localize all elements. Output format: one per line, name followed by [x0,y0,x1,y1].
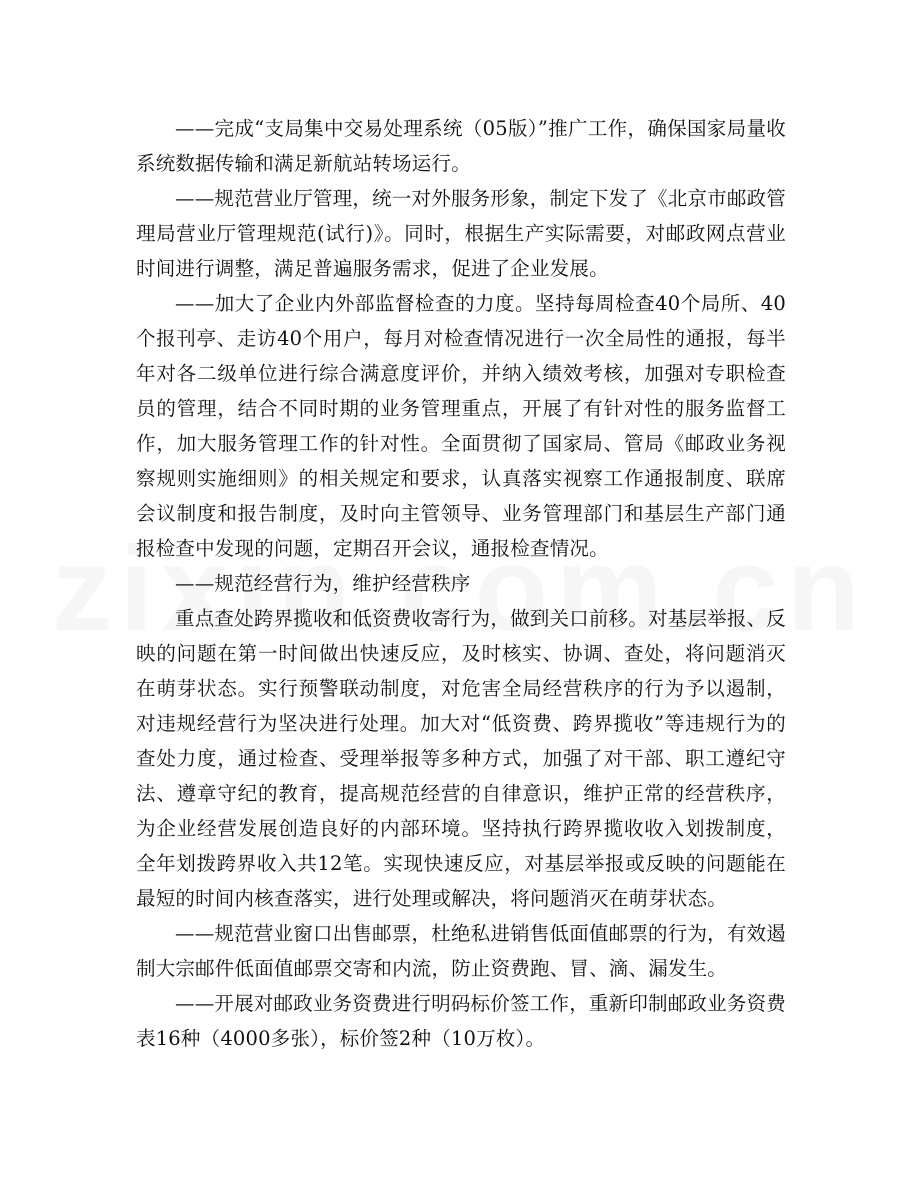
paragraph-stamps: ——规范营业窗口出售邮票，杜绝私进销售低面值邮票的行为，有效遏制大宗邮件低面值邮票交寄和内流，防止资费跑、冒、滴、漏发生。 [136,922,786,980]
paragraph-system-promotion: ——完成“支局集中交易处理系统（05版）”推广工作，确保国家局量收系统数据传输和满足新航站转场运行。 [136,117,786,175]
paragraph-operation-heading: ——规范经营行为，维护经营秩序 [175,572,471,595]
paragraph-supervision: ——加大了企业内外部监督检查的力度。坚持每周检查40个局所、40个报刊亭、走访40个用户，每月对检查情况进行一次全局性的通报，每半年对各二级单位进行综合满意度评价，并纳入绩效考核，加强对专职检查员的管理，结合不同时期的业务管理重点，开展了有针对性的服务监督工作，加大服务管理工作的针对性。全面贯彻了国家局、管局《邮政业务视察规则实施细则》的相关规定和要求，认真落实视察工作通报制度、联席会议制度和报告制度，及时向主管领导、业务管理部门和基层生产部门通报检查中发现的问题，定期召开会议，通报检查情况。 [136,292,786,560]
paragraph-business-hall: ——规范营业厅管理，统一对外服务形象，制定下发了《北京市邮政管理局营业厅管理规范(试行)》。同时，根据生产实际需要，对邮政网点营业时间进行调整，满足普遍服务需求，促进了企业发展。 [136,187,786,280]
paragraph-cross-border: 重点查处跨界揽收和低资费收寄行为，做到关口前移。对基层举报、反映的问题在第一时间做出快速反应，及时核实、协调、查处，将问题消灭在萌芽状态。实行预警联动制度，对危害全局经营秩序的行为予以遏制，对违规经营行为坚决进行处理。加大对“低资费、跨界揽收”等违规行为的查处力度，通过检查、受理举报等多种方式，加强了对干部、职工遵纪守法、遵章守纪的教育，提高规范经营的自律意识，维护正常的经营秩序，为企业经营发展创造良好的内部环境。坚持执行跨界揽收收入划拨制度，全年划拨跨界收入共12笔。实现快速反应，对基层举报或反映的问题能在最短的时间内核查落实，进行处理或解决，将问题消灭在萌芽状态。 [136,607,786,910]
paragraph-pricing: ——开展对邮政业务资费进行明码标价签工作，重新印制邮政业务资费表16种（4000多张），标价签2种（10万枚）。 [136,992,786,1050]
document-body [136,111,786,1056]
